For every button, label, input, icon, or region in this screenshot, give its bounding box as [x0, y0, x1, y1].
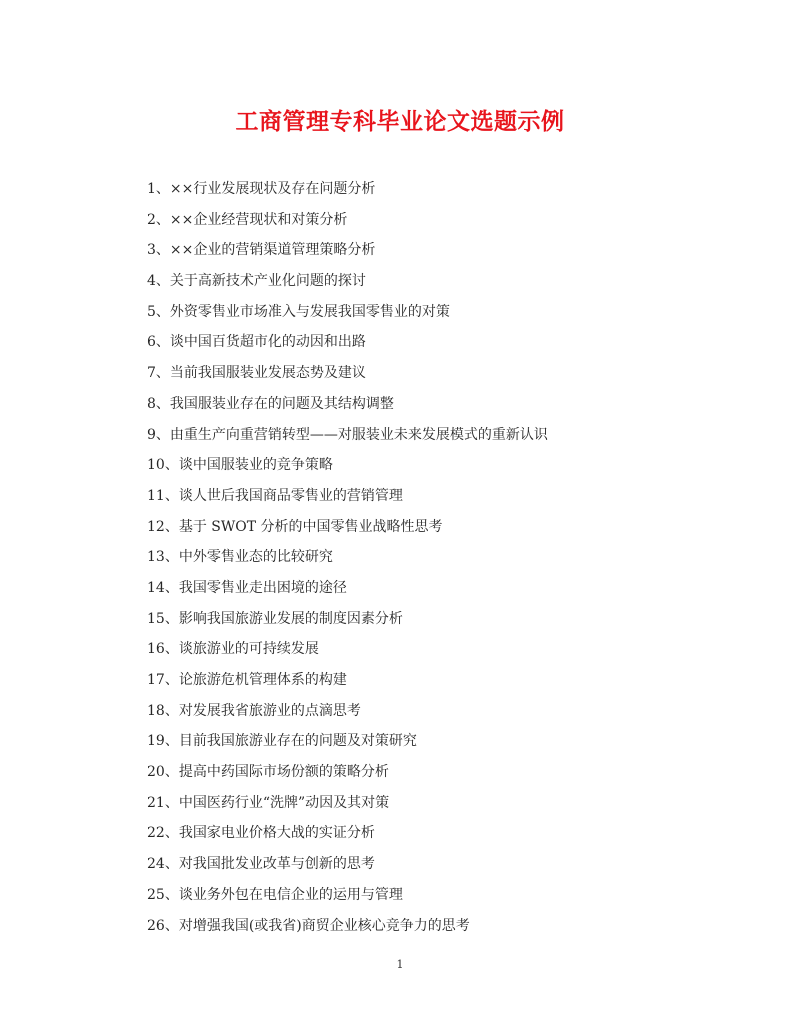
page-number: 1: [396, 958, 404, 971]
list-item: 25、谈业务外包在电信企业的运用与管理: [147, 886, 403, 903]
list-item: 1、××行业发展现状及存在问题分析: [147, 181, 376, 197]
list-item: 5、外资零售业市场准入与发展我国零售业的对策: [147, 303, 450, 320]
list-item: 10、谈中国服装业的竞争策略: [147, 457, 333, 474]
list-item: 12、基于 SWOT 分析的中国零售业战略性思考: [147, 518, 443, 535]
list-item: 7、当前我国服装业发展态势及建议: [147, 365, 366, 382]
page-title: 工商管理专科毕业论文选题示例: [235, 108, 565, 135]
list-item: 3、××企业的营销渠道管理策略分析: [147, 242, 376, 259]
list-item: 18、对发展我省旅游业的点滴思考: [147, 702, 361, 719]
list-item: 9、由重生产向重营销转型——对服装业未来发展模式的重新认识: [147, 426, 548, 443]
list-item: 8、我国服装业存在的问题及其结构调整: [147, 395, 394, 412]
list-item: 11、谈人世后我国商品零售业的营销管理: [147, 487, 403, 504]
list-item: 6、谈中国百货超市化的动因和出路: [147, 334, 366, 351]
list-item: 4、关于高新技术产业化问题的探讨: [147, 273, 366, 290]
list-item: 17、论旅游危机管理体系的构建: [147, 672, 347, 688]
list-item: 19、目前我国旅游业存在的问题及对策研究: [147, 733, 417, 750]
list-item: 20、提高中药国际市场份额的策略分析: [147, 764, 389, 781]
list-item: 2、××企业经营现状和对策分析: [147, 211, 348, 228]
topic-list: [147, 174, 707, 941]
list-item: 13、中外零售业态的比较研究: [147, 549, 333, 566]
list-item: 26、对增强我国(或我省)商贸企业核心竞争力的思考: [147, 917, 470, 934]
list-item: 15、影响我国旅游业发展的制度因素分析: [147, 610, 403, 627]
list-item: 21、中国医药行业“洗牌”动因及其对策: [147, 794, 390, 811]
list-item: 24、对我国批发业改革与创新的思考: [147, 856, 375, 873]
list-item: 16、谈旅游业的可持续发展: [147, 641, 319, 658]
list-item: 22、我国家电业价格大战的实证分析: [147, 825, 375, 842]
list-item: 14、我国零售业走出困境的途径: [147, 579, 347, 596]
